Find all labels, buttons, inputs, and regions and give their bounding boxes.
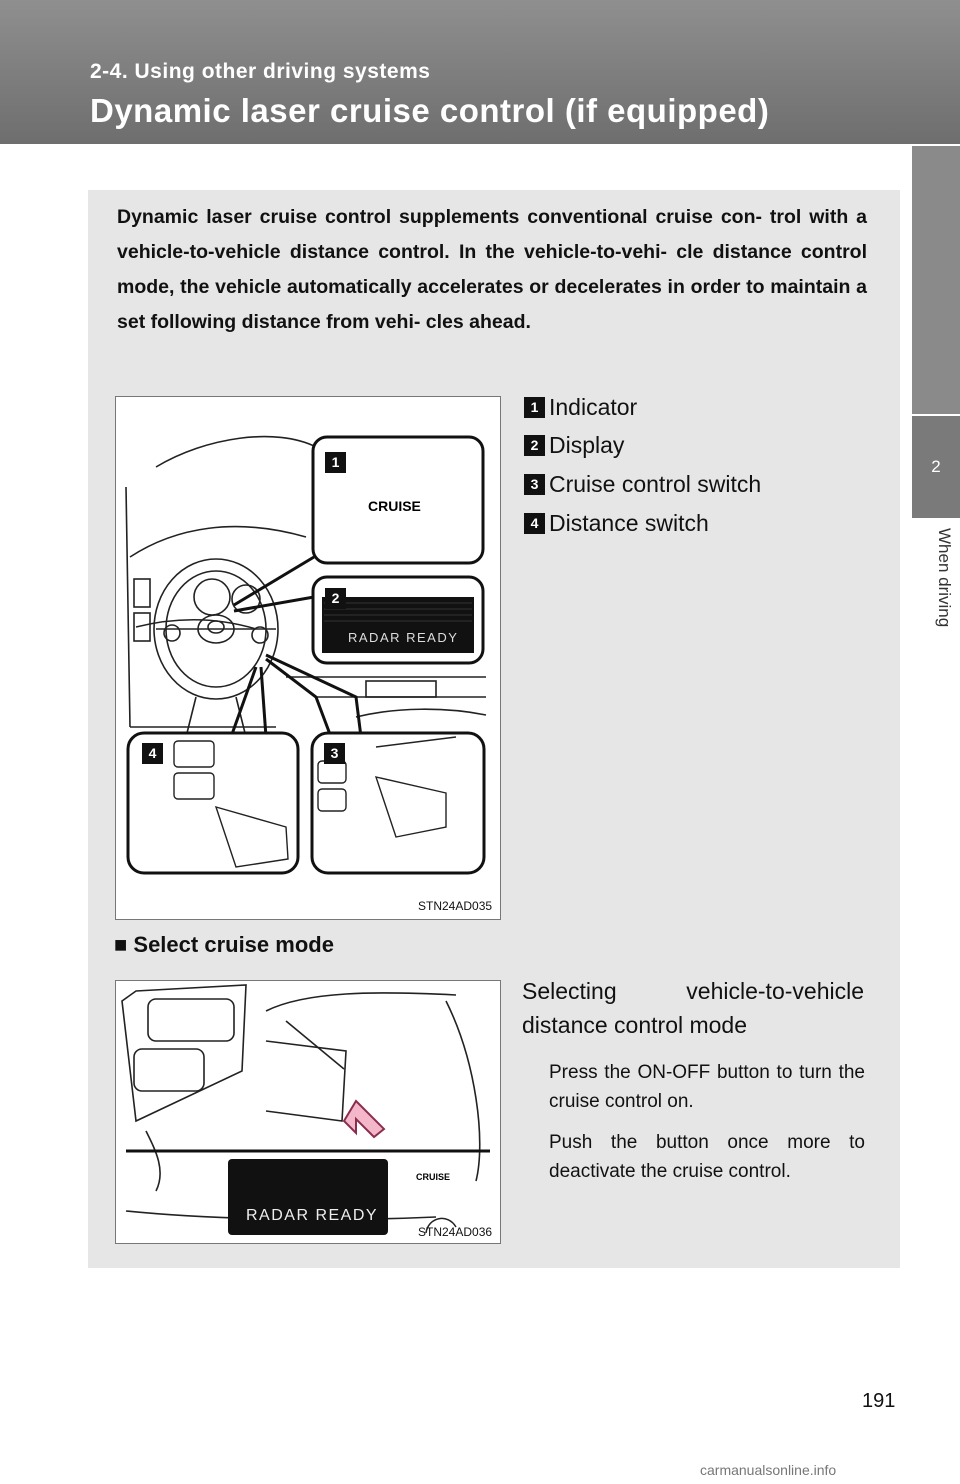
- page-header: [0, 0, 960, 144]
- step-paragraph-1: Press the ON-OFF button to turn the cruise control on.: [549, 1062, 865, 1112]
- side-tab-number: 2: [912, 416, 960, 518]
- radar-ready-display: RADAR READY: [348, 630, 459, 645]
- legend-number: 4: [524, 513, 545, 534]
- legend-number: 3: [524, 474, 545, 495]
- legend-label: Display: [549, 432, 625, 459]
- cruise-switch-illustration: [116, 981, 500, 1243]
- legend-list: [524, 388, 854, 542]
- legend-item: [524, 465, 854, 504]
- indicator-text-2: CRUISE: [416, 1172, 451, 1182]
- indicator-text: CRUISE: [368, 498, 421, 514]
- side-tab-label: When driving: [935, 528, 954, 628]
- page-title: Dynamic laser cruise control (if equipped): [90, 92, 770, 129]
- legend-item: [524, 427, 854, 466]
- figure-cruise-switch: [115, 980, 501, 1244]
- callout-1: 1: [325, 452, 346, 473]
- legend-label: Distance switch: [549, 509, 709, 536]
- callout-2: 2: [325, 588, 346, 609]
- legend-number: 2: [524, 435, 545, 456]
- legend-label: Indicator: [549, 393, 638, 420]
- intro-paragraph: Dynamic laser cruise control supplements conventional cruise con- trol with a vehicle-to-vehicle distance control. In the vehicle-to-vehi- cle distance control mode, the vehicle automatically accelerates or decelerates in order to maintain a set following distance from vehi- cles ahead.: [117, 206, 867, 333]
- figure-code: STN24AD035: [418, 899, 493, 913]
- legend-item: [524, 388, 854, 427]
- step-title: Selecting vehicle-to-vehicle distance control mode: [522, 978, 864, 1038]
- callout-4: 4: [142, 743, 163, 764]
- figure-code-2: STN24AD036: [418, 1225, 493, 1239]
- section-label: 2-4. Using other driving systems: [90, 60, 431, 83]
- radar-ready-display-2: RADAR READY: [246, 1207, 379, 1224]
- legend-item: [524, 504, 854, 543]
- legend-label: Cruise control switch: [549, 470, 762, 497]
- step-paragraph-2: Push the button once more to deactivate the cruise control.: [549, 1132, 865, 1182]
- cockpit-illustration: [116, 397, 500, 919]
- callout-3: 3: [324, 743, 345, 764]
- side-tab-bar: [912, 146, 960, 414]
- figure-cockpit-overview: [115, 396, 501, 920]
- legend-number: 1: [524, 397, 545, 418]
- footer-watermark: carmanualsonline.info: [700, 1462, 837, 1478]
- subheading-select-cruise-mode: ■ Select cruise mode: [114, 932, 334, 957]
- page-number: 191: [862, 1390, 896, 1412]
